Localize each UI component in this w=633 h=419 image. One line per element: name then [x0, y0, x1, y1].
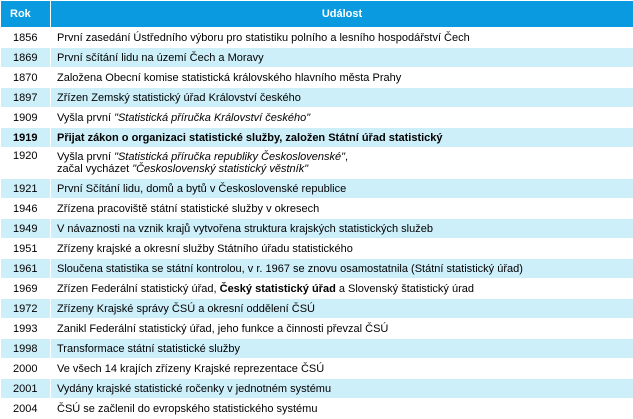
table-row: [1, 399, 633, 419]
table-row: [1, 199, 633, 219]
table-row: [1, 279, 633, 299]
header-event: Událost: [51, 1, 633, 28]
year-cell: 1856: [1, 28, 51, 48]
year-cell: 1870: [1, 68, 51, 88]
table-row: [1, 148, 633, 179]
table-row: [1, 219, 633, 239]
table-row: [1, 48, 633, 68]
year-cell: 1909: [1, 108, 51, 128]
table-row: [1, 179, 633, 199]
event-text: začal vycházet: [57, 163, 132, 175]
event-text: a Slovenský štatistický úrad: [336, 283, 474, 295]
year-cell: 2001: [1, 379, 51, 399]
year-cell: 1998: [1, 339, 51, 359]
event-cell: Zřízeny krajské a okresní služby Státního úřadu statistického: [51, 239, 633, 259]
year-cell: 1949: [1, 219, 51, 239]
year-cell: 1919: [1, 128, 51, 148]
event-cell: První sčítání lidu na území Čech a Moravy: [51, 48, 633, 68]
event-cell: Založena Obecní komise statistická královského hlavního města Prahy: [51, 68, 633, 88]
event-cell: Zřízeny Krajské správy ČSÚ a okresní oddělení ČSÚ: [51, 299, 633, 319]
table-row: [1, 319, 633, 339]
table-row: [1, 339, 633, 359]
header-row: [1, 1, 633, 28]
event-cell: Ve všech 14 krajích zřízeny Krajské reprezentace ČSÚ: [51, 359, 633, 379]
table-row: [1, 239, 633, 259]
event-cell: První Sčítání lidu, domů a bytů v Československé republice: [51, 179, 633, 199]
publication-title: "Československý statistický věstník": [132, 163, 308, 175]
event-line: [57, 163, 628, 175]
office-name-highlight: Český statistický úřad: [220, 283, 336, 295]
year-cell: 1946: [1, 199, 51, 219]
event-cell: [51, 279, 633, 299]
event-cell: Transformace státní statistické služby: [51, 339, 633, 359]
year-cell: 1993: [1, 319, 51, 339]
event-text: Vyšla první: [57, 151, 114, 163]
table-row: [1, 68, 633, 88]
event-cell: Přijat zákon o organizaci statistické služby, založen Státní úřad statistický: [51, 128, 633, 148]
event-cell: Zřízena pracoviště státní statistické služby v okresech: [51, 199, 633, 219]
year-cell: 2004: [1, 399, 51, 419]
event-cell: Vydány krajské statistické ročenky v jednotném systému: [51, 379, 633, 399]
year-cell: 1961: [1, 259, 51, 279]
event-text: Zřízen Federální statistický úřad,: [57, 283, 220, 295]
event-cell: [51, 108, 633, 128]
year-cell: 1972: [1, 299, 51, 319]
year-cell: 1869: [1, 48, 51, 68]
event-cell: Zanikl Federální statistický úřad, jeho funkce a činnosti převzal ČSÚ: [51, 319, 633, 339]
event-cell: Zřízen Zemský statistický úřad Království českého: [51, 88, 633, 108]
event-text: Vyšla první: [57, 112, 114, 124]
event-cell: První zasedání Ústředního výboru pro statistiku polního a lesního hospodářství Čech: [51, 28, 633, 48]
publication-title: "Statistická příručka Království českého": [114, 112, 310, 124]
event-cell: [51, 148, 633, 179]
table-row: [1, 299, 633, 319]
year-cell: 1920: [1, 148, 51, 179]
event-cell: Sloučena statistika se státní kontrolou, v r. 1967 se znovu osamostatnila (Státní statistický úřad): [51, 259, 633, 279]
year-cell: 1969: [1, 279, 51, 299]
table-row: [1, 28, 633, 48]
year-cell: 1921: [1, 179, 51, 199]
event-cell: ČSÚ se začlenil do evropského statistického systému: [51, 399, 633, 419]
year-cell: 1897: [1, 88, 51, 108]
year-cell: 1951: [1, 239, 51, 259]
event-cell: V návaznosti na vznik krajů vytvořena struktura krajských statistických služeb: [51, 219, 633, 239]
table-row: [1, 379, 633, 399]
table-row: [1, 128, 633, 148]
event-text: ,: [345, 151, 348, 163]
event-line: [57, 151, 628, 163]
year-cell: 2000: [1, 359, 51, 379]
table-row: [1, 259, 633, 279]
table-row: [1, 88, 633, 108]
table-row: [1, 108, 633, 128]
table-row: [1, 359, 633, 379]
header-year: Rok: [1, 1, 51, 28]
publication-title: "Statistická příručka republiky Československé": [114, 151, 345, 163]
